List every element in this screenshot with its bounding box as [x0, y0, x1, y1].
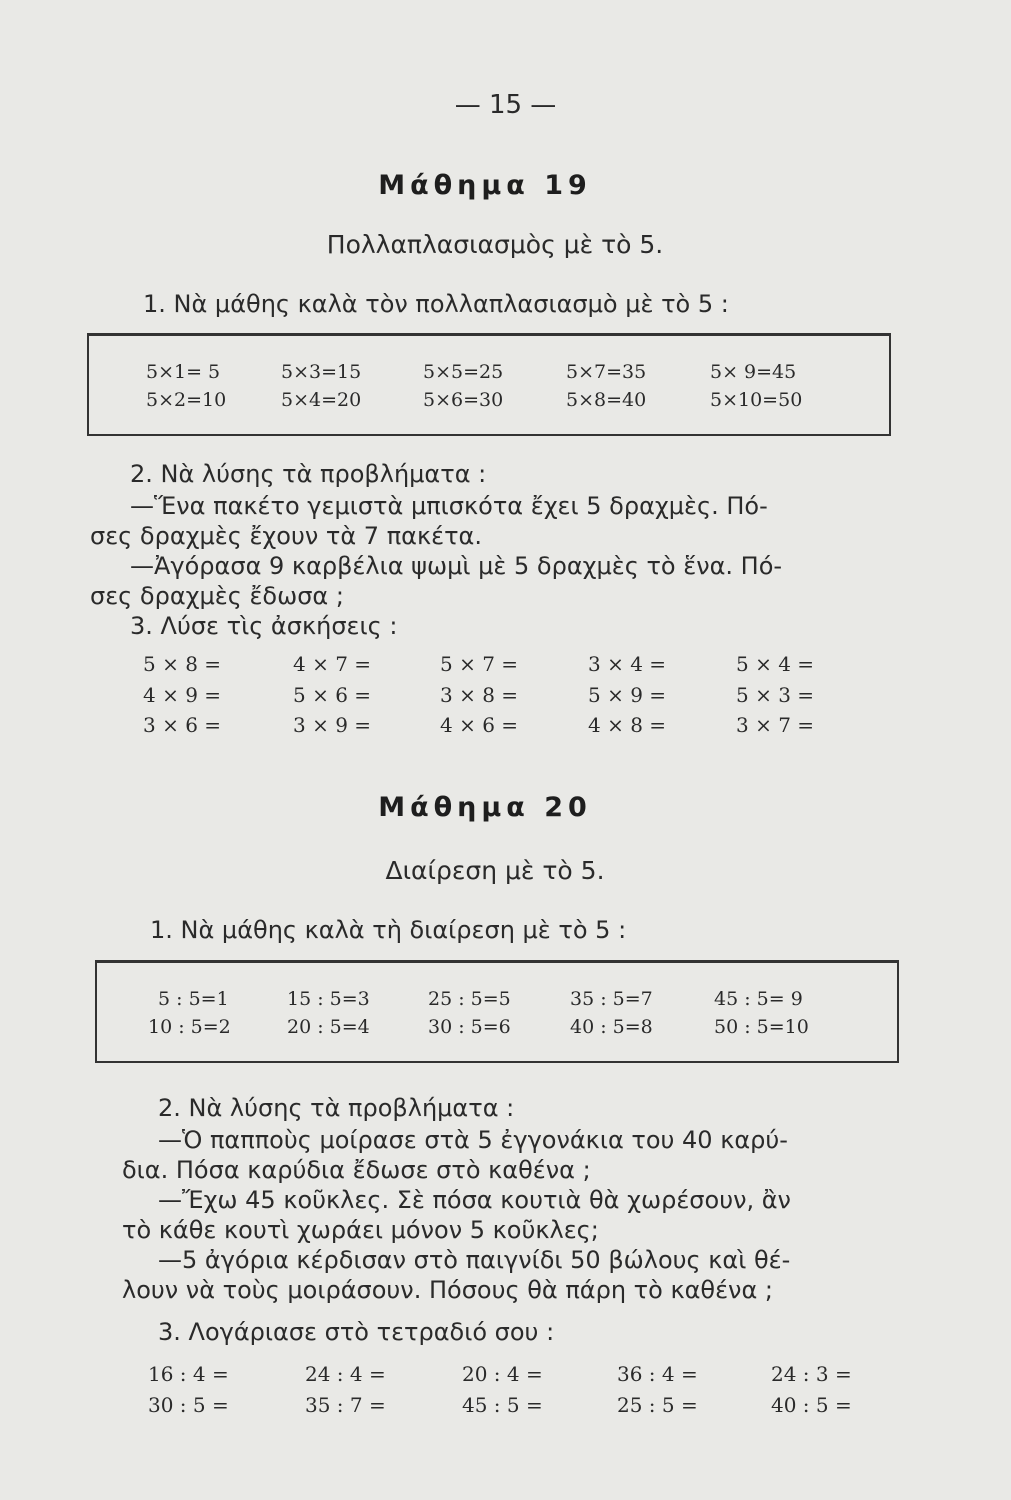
exercise: 16 : 4 = [148, 1362, 229, 1386]
table-cell: 25 : 5=5 [428, 988, 511, 1010]
problem-line: σες δραχμὲς ἔδωσα ; [90, 582, 344, 610]
table-cell: 5×3=15 [281, 361, 362, 383]
table-cell: 5× 9=45 [710, 361, 797, 383]
exercise: 24 : 4 = [305, 1362, 386, 1386]
problem-line: δια. Πόσα καρύδια ἔδωσε στὸ καθένα ; [122, 1156, 591, 1184]
table-cell: 5×7=35 [566, 361, 647, 383]
table-cell: 5×5=25 [423, 361, 504, 383]
problem-line: —Ἔχω 45 κοῦκλες. Σὲ πόσα κουτιὰ θὰ χωρέσουν, ἂν [158, 1186, 791, 1214]
table-cell: 5×1= 5 [146, 361, 221, 383]
exercise: 5 × 8 = [143, 652, 222, 676]
table-cell: 5×4=20 [281, 389, 362, 411]
table-cell: 5×6=30 [423, 389, 504, 411]
table-cell: 40 : 5=8 [570, 1016, 653, 1038]
exercise: 30 : 5 = [148, 1393, 229, 1417]
lesson-19-subtitle: Πολλαπλασιασμὸς μὲ τὸ 5. [326, 230, 664, 259]
exercise: 3 × 8 = [440, 683, 519, 707]
exercise: 5 × 6 = [293, 683, 372, 707]
problem-line: σες δραχμὲς ἔχουν τὰ 7 πακέτα. [90, 522, 482, 550]
problem-line: —Ἕνα πακέτο γεμιστὰ μπισκότα ἔχει 5 δραχμὲς. Πό- [130, 492, 768, 520]
exercise: 24 : 3 = [771, 1362, 852, 1386]
exercise: 4 × 8 = [588, 713, 667, 737]
table-cell: 15 : 5=3 [287, 988, 370, 1010]
problem-line: —Ἀγόρασα 9 καρβέλια ψωμὶ μὲ 5 δραχμὲς τὸ ἕνα. Πό- [130, 552, 783, 580]
lesson-19-item-3: 3. Λύσε τὶς ἀσκήσεις : [130, 612, 398, 640]
exercise: 4 × 9 = [143, 683, 222, 707]
exercise: 35 : 7 = [305, 1393, 386, 1417]
problem-line: λουν νὰ τοὺς μοιράσουν. Πόσους θὰ πάρη τὸ καθένα ; [122, 1276, 773, 1304]
exercise: 4 × 6 = [440, 713, 519, 737]
table-cell: 50 : 5=10 [714, 1016, 809, 1038]
table-cell: 5×10=50 [710, 389, 803, 411]
lesson-19-title: Μάθημα 19 [378, 170, 592, 201]
lesson-20-item-1: 1. Νὰ μάθης καλὰ τὴ διαίρεση μὲ τὸ 5 : [150, 916, 627, 944]
exercise: 3 × 4 = [588, 652, 667, 676]
table-cell: 10 : 5=2 [148, 1016, 231, 1038]
exercise: 3 × 9 = [293, 713, 372, 737]
exercise: 40 : 5 = [771, 1393, 852, 1417]
division-table-box [95, 960, 899, 1063]
lesson-20-item-3: 3. Λογάριασε στὸ τετραδιό σου : [158, 1318, 555, 1346]
table-cell: 35 : 5=7 [570, 988, 653, 1010]
page-number: — 15 — [454, 90, 557, 120]
exercise: 20 : 4 = [462, 1362, 543, 1386]
lesson-19-item-1: 1. Νὰ μάθης καλὰ τὸν πολλαπλασιασμὸ μὲ τὸ 5 : [143, 290, 729, 318]
table-cell: 5×2=10 [146, 389, 227, 411]
exercise: 45 : 5 = [462, 1393, 543, 1417]
exercise: 5 × 7 = [440, 652, 519, 676]
problem-line: τὸ κάθε κουτὶ χωράει μόνον 5 κοῦκλες; [122, 1216, 599, 1244]
exercise: 25 : 5 = [617, 1393, 698, 1417]
exercise: 3 × 7 = [736, 713, 815, 737]
exercise: 4 × 7 = [293, 652, 372, 676]
table-cell: 5×8=40 [566, 389, 647, 411]
multiplication-table-box [87, 333, 891, 436]
table-cell: 30 : 5=6 [428, 1016, 511, 1038]
exercise: 36 : 4 = [617, 1362, 698, 1386]
problem-line: —5 ἀγόρια κέρδισαν στὸ παιγνίδι 50 βώλους καὶ θέ- [158, 1246, 791, 1274]
exercise: 5 × 3 = [736, 683, 815, 707]
problem-line: —Ὁ παπποὺς μοίρασε στὰ 5 ἐγγονάκια του 40 καρύ- [158, 1126, 788, 1154]
exercise: 5 × 4 = [736, 652, 815, 676]
exercise: 5 × 9 = [588, 683, 667, 707]
lesson-19-item-2: 2. Νὰ λύσης τὰ προβλήματα : [130, 460, 487, 488]
table-cell: 20 : 5=4 [287, 1016, 370, 1038]
lesson-20-title: Μάθημα 20 [378, 792, 592, 823]
lesson-20-subtitle: Διαίρεση μὲ τὸ 5. [385, 856, 605, 885]
exercise: 3 × 6 = [143, 713, 222, 737]
table-cell: 5 : 5=1 [158, 988, 229, 1010]
table-cell: 45 : 5= 9 [714, 988, 803, 1010]
lesson-20-item-2: 2. Νὰ λύσης τὰ προβλήματα : [158, 1094, 515, 1122]
